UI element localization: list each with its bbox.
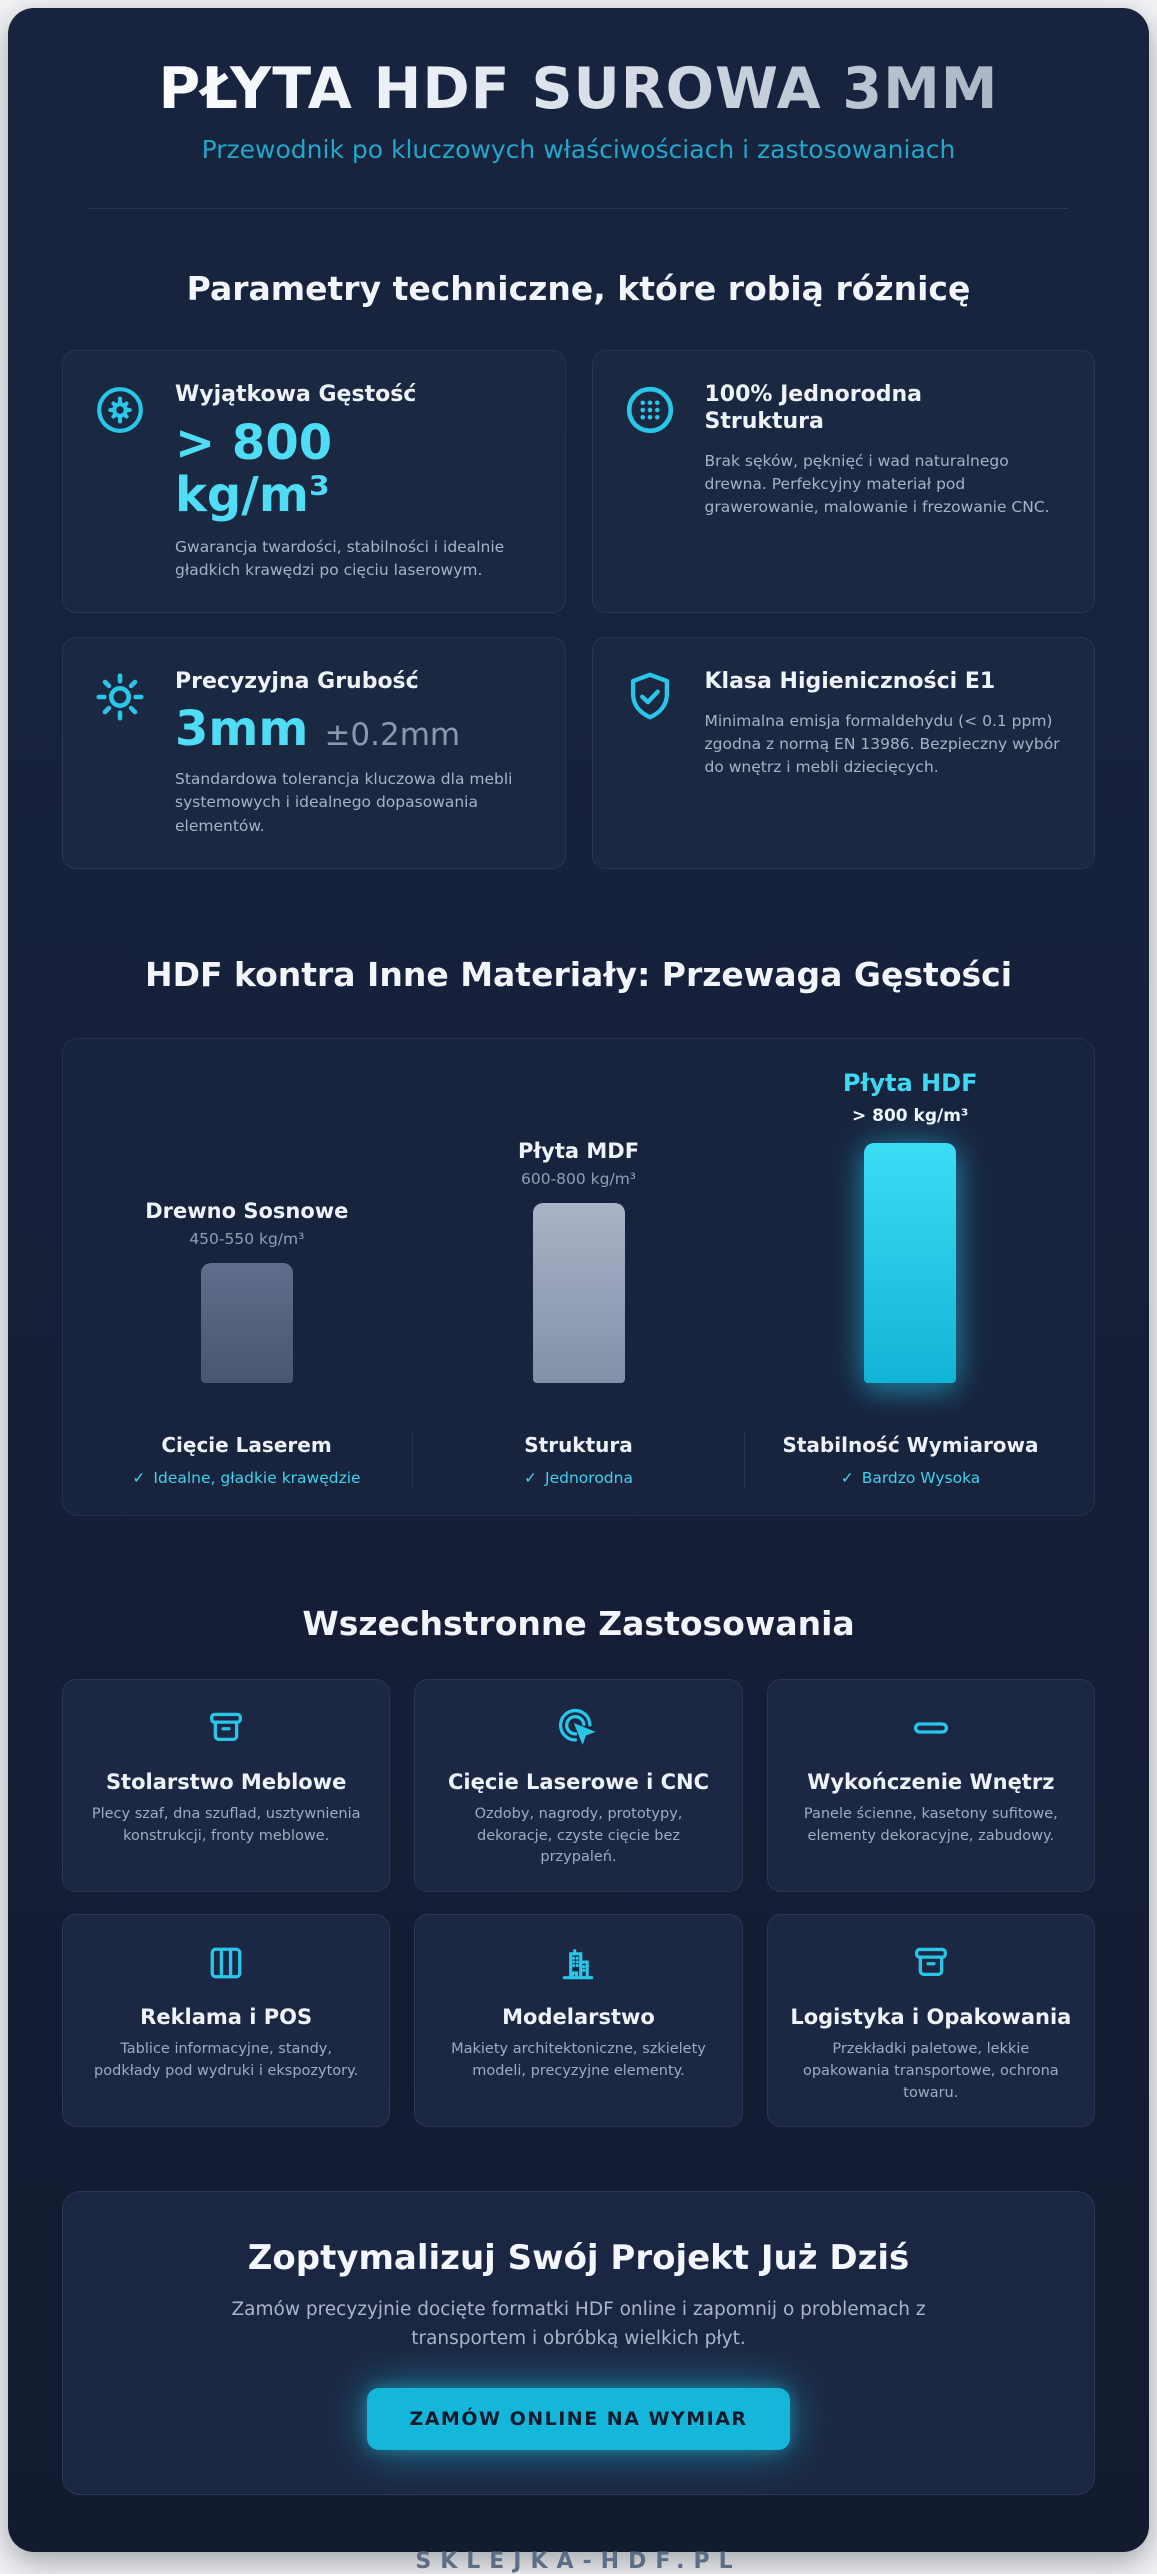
app-card-desc: Tablice informacyjne, standy, podkłady pod wydruki i ekspozytory.: [94, 2041, 359, 2079]
param-card-hygiene: [592, 637, 1096, 869]
app-card-interiors: [767, 1679, 1095, 1892]
param-card-thickness: [62, 637, 566, 869]
footer-col-title: Struktura: [524, 1432, 633, 1457]
triptych-boards-icon: [85, 1941, 367, 1989]
shield-check-icon: [621, 668, 683, 726]
param-card-title: Precyzyjna Grubość: [175, 669, 419, 695]
param-card-value: > 800 kg/m³: [175, 415, 333, 524]
order-online-button[interactable]: ZAMÓW ONLINE NA WYMIAR: [367, 2388, 789, 2450]
footer-col-check-text: Jednorodna: [545, 1468, 633, 1487]
bars-row: [81, 1067, 1076, 1383]
check-icon: ✓: [524, 1468, 538, 1487]
package-box-icon: [790, 1941, 1072, 1989]
cabinet-box-icon: [85, 1706, 367, 1754]
param-card-desc: Standardowa tolerancja kluczowa dla mebli systemowych i idealnego dopasowania elementów.: [175, 770, 513, 835]
param-card-tolerance: ±0.2mm: [324, 716, 461, 753]
bar-column-mdf: [413, 1139, 745, 1383]
footer-col-title: Cięcie Laserem: [161, 1432, 332, 1457]
page-subtitle: Przewodnik po kluczowych właściwościach i zastosowaniach: [201, 134, 956, 164]
infographic-panel: [8, 8, 1149, 2574]
apps-section-title: Wszechstronne Zastosowania: [302, 1603, 855, 1643]
sun-precision-icon: [91, 668, 153, 726]
uniform-structure-icon: [621, 381, 683, 439]
chart-footer: [81, 1409, 1076, 1515]
app-card-logistics: [767, 1914, 1095, 2127]
chart-footer-col-structure: [412, 1433, 744, 1487]
app-card-title: Reklama i POS: [140, 2005, 313, 2030]
params-section-title: Parametry techniczne, które robią różnicę: [186, 268, 971, 308]
bar-value-label: 600-800 kg/m³: [520, 1169, 637, 1188]
buildings-icon: [437, 1941, 719, 1989]
chart-footer-col-stability: [744, 1433, 1076, 1487]
panel-icon: [790, 1706, 1072, 1754]
param-card-title: Klasa Higieniczności E1: [704, 669, 996, 695]
param-card-structure: [592, 350, 1096, 614]
param-card-title: Wyjątkowa Gęstość: [175, 381, 417, 407]
app-card-title: Logistyka i Opakowania: [790, 2005, 1072, 2030]
param-card-value: 3mm: [175, 700, 309, 757]
bar-label-highlight: Płyta HDF: [842, 1068, 978, 1097]
app-card-desc: Przekładki paletowe, lekkie opakowania transportowe, ochrona towaru.: [802, 2041, 1059, 2101]
bar-column-hdf: [744, 1069, 1076, 1383]
apps-grid: [62, 1679, 1095, 2128]
header-divider: [88, 208, 1069, 209]
app-card-title: Modelarstwo: [502, 2005, 655, 2030]
bar-label: Drewno Sosnowe: [145, 1198, 349, 1223]
bar-pine: [201, 1263, 293, 1383]
app-card-title: Cięcie Laserowe i CNC: [447, 1769, 709, 1794]
params-grid: [62, 350, 1095, 869]
app-card-title: Wykończenie Wnętrz: [807, 1769, 1055, 1794]
bar-value-label-highlight: > 800 kg/m³: [851, 1105, 969, 1126]
param-card-title: 100% Jednorodna Struktura: [704, 381, 922, 435]
cta-title: Zoptymalizuj Swój Projekt Już Dziś: [247, 2238, 910, 2279]
page-title: PŁYTA HDF SUROWA 3MM: [8, 58, 1149, 121]
app-card-desc: Panele ścienne, kasetony sufitowe, elementy dekoracyjne, zabudowy.: [803, 1805, 1058, 1844]
app-card-desc: Makiety architektoniczne, szkielety modeli, precyzyjne elementy.: [451, 2041, 706, 2079]
bar-column-pine: [81, 1199, 413, 1383]
footer-col-title: Stabilność Wymiarowa: [782, 1432, 1039, 1457]
header: [8, 8, 1149, 209]
app-card-laser-cnc: [414, 1679, 742, 1892]
density-gauge-icon: [91, 381, 153, 439]
chart-section-title: HDF kontra Inne Materiały: Przewaga Gęstości: [144, 954, 1013, 994]
app-card-modelling: [414, 1914, 742, 2127]
chart-footer-col-laser: [81, 1433, 412, 1487]
cursor-click-icon: [437, 1706, 719, 1754]
param-card-density: [62, 350, 566, 614]
check-icon: ✓: [840, 1468, 854, 1487]
cta-text: Zamów precyzyjnie docięte formatki HDF online i zapomnij o problemach z transportem i obróbką wielkich płyt.: [231, 2299, 926, 2350]
footer-brand: SKLEJKA-HDF.PL: [415, 2548, 742, 2574]
check-icon: ✓: [132, 1468, 146, 1487]
bar-mdf: [533, 1203, 625, 1383]
app-card-furniture: [62, 1679, 390, 1892]
footer-col-check-text: Bardzo Wysoka: [861, 1468, 981, 1487]
bar-value-label: 450-550 kg/m³: [189, 1229, 305, 1248]
param-card-desc: Brak sęków, pęknięć i wad naturalnego drewna. Perfekcyjny materiał pod grawerowanie, malowanie i frezowanie CNC.: [704, 451, 1050, 517]
param-card-desc: Minimalna emisja formaldehydu (< 0.1 ppm) zgodna z normą EN 13986. Bezpieczny wybór do wnętrz i mebli dziecięcych.: [704, 711, 1060, 777]
app-card-desc: Ozdoby, nagrody, prototypy, dekoracje, czyste cięcie bez przypaleń.: [474, 1805, 683, 1866]
app-card-advertising: [62, 1914, 390, 2127]
bar-label: Płyta MDF: [517, 1138, 640, 1163]
param-card-desc: Gwarancja twardości, stabilności i idealnie gładkich krawędzi po cięciu laserowym.: [175, 537, 505, 580]
app-card-desc: Plecy szaf, dna szuflad, usztywnienia konstrukcji, fronty meblowe.: [91, 1805, 361, 1844]
bar-hdf: [864, 1143, 956, 1383]
footer-col-check-text: Idealne, gładkie krawędzie: [153, 1468, 361, 1487]
cta-panel: [62, 2191, 1095, 2494]
app-card-title: Stolarstwo Meblowe: [105, 1769, 347, 1794]
density-chart: [62, 1038, 1095, 1516]
